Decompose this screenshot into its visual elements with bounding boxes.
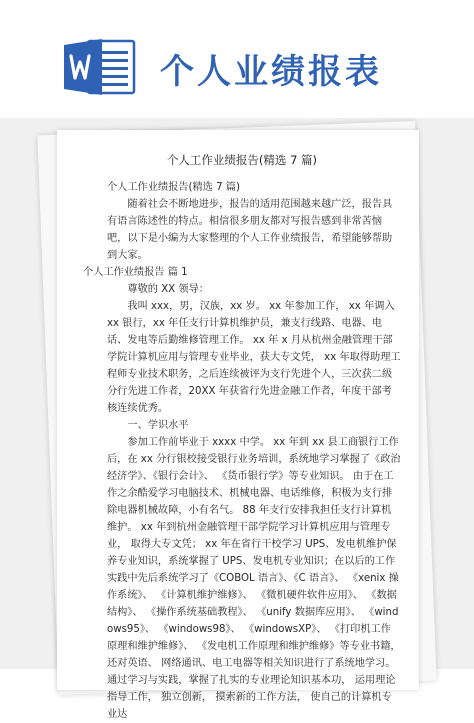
study-paragraph: 参加工作前毕业于 xxxx 中学。 xx 年到 xx 县工商银行工作后，在 xx 分行银校接受银行业务培训，系统地学习掌握了《政治经济学》、《银行会计》、 《货币银行学》等专业知识。 由于在工作之余酷爱学习电脑技术、机械电器、电话维修，积极为支行排除电器机械故障，小有名气。 88 年支行安排我担任支行计算机维护。 xx 年到杭州金融管理干部学院学习计算机应用与管理专业， 取得大专文凭； xx 年在省行干校学习 UPS、发电机维护保养专业知识，系统掌握了 UPS、发电机专业知识；在以后的工作实践中先后系统学习了《COBOL 语言》、《C 语言》、 《xenix 操作系统》、 《计算机维护维修》、 《微机硬件软件应用》、 《数据结构》、 《操作系统基础教程》、 《unify 数据库应用》、 《windows95》、 《windows98》、 《windowsXP》、 《打印机工作原理和维护维修》、 《发电机工作原理和维护维修》等专业书籍，还对英语、 网络通讯、电工电器等相关知识进行了系统地学习。通过学习与实践，掌握了扎实的专业理论知识基本功， 运用理论指导工作， 独立创新， 摸索新的工作方法， 使自己的计算机专业达 [107, 437, 401, 720]
banner [0, 0, 474, 118]
intro-paragraph: 随着社会不断地进步，报告的适用范围越来越广泛，报告具有语言陈述性的特点。相信很多朋友都对写报告感到非常苦恼吧，以下是小编为大家整理的个人工作业绩报告，希望能够帮助到大家。 [107, 199, 393, 261]
document-page [57, 130, 419, 720]
section-heading: 个人工作业绩报告 篇 1 [83, 267, 188, 278]
document-body [83, 152, 401, 723]
document-subtitle: 个人工作业绩报告(精选 7 篇) [107, 182, 240, 193]
greeting: 尊敬的 XX 领导： [127, 284, 209, 295]
document-preview-area [0, 118, 474, 720]
banner-title: 个人业绩报表 [160, 52, 382, 92]
word-document-icon [62, 37, 137, 97]
self-introduction-paragraph: 我叫 xxx，男，汉族，xx 岁。 xx 年参加工作， xx 年调入 xx 银行，xx 年任支行计算机维护员，兼支行线路、电器、电话、发电等后勤维修管理工作。 xx 年 x 月从杭州金融管理干部学院计算机应用与管理专业毕业，获大专文凭， xx 年取得助理工程师专业技术职务，之后连续被评为支行先进个人，三次获二级分行先进工作者，20XX 年获省行先进金融工作者，年度干部考核连续优秀。 [107, 301, 401, 414]
section-heading-knowledge: 一、学识水平 [127, 420, 189, 431]
document-title: 个人工作业绩报告(精选 7 篇) [166, 153, 318, 167]
